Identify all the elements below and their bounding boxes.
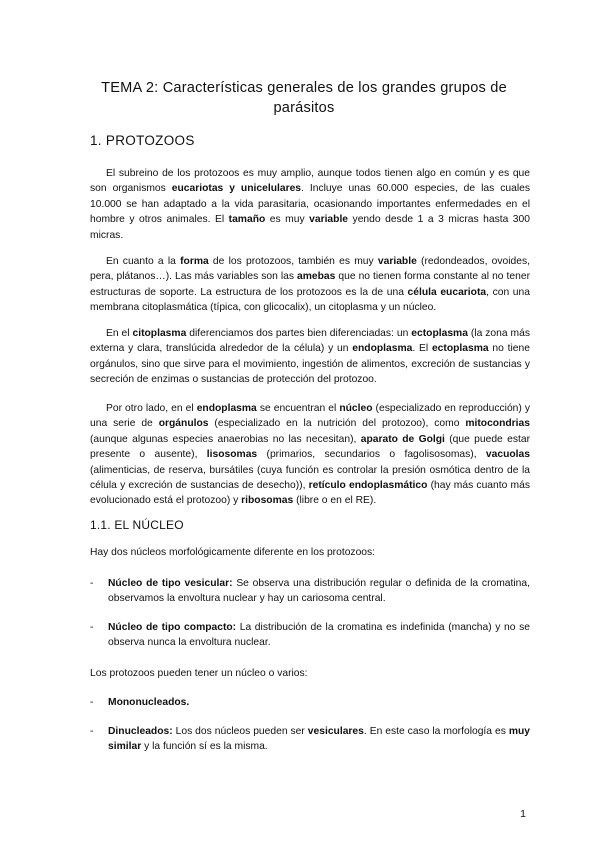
bold-run: vesiculares	[307, 726, 364, 737]
bold-run: célula eucariota	[407, 286, 487, 298]
text-run: Por otro lado, en el	[106, 403, 197, 414]
paragraph-2	[90, 254, 530, 316]
text-run: (especializado en la nutrición del protozoo), como	[208, 418, 466, 430]
text-run: Los dos núcleos pueden ser	[172, 726, 308, 737]
bold-run: mitocondrias	[465, 418, 530, 430]
text-run: (redondeados, ovoides, pera, plátanos…). Las más variables son las	[90, 256, 530, 283]
bold-run: Dinucleados:	[108, 726, 173, 737]
text-run: (la zona más externa y clara, translúcida alrededor de la célula) y un	[90, 328, 530, 355]
paragraph-6-text: Los protozoos pueden tener un núcleo o varios:	[90, 668, 308, 679]
list-dash: -	[90, 697, 94, 708]
text-run: se encuentran el	[256, 403, 340, 414]
text-run: que no tienen forma constante al no tener estructuras de soporte. La estructura de los protozoos es la de una	[90, 271, 530, 298]
paragraph-5-text: Hay dos núcleos morfológicamente diferente en los protozoos:	[90, 547, 376, 558]
text-run: . En este caso la morfología es	[363, 726, 509, 737]
bold-run: endoplasma	[196, 403, 257, 414]
paragraph-4	[90, 401, 530, 509]
text-run: es muy	[265, 214, 310, 226]
text-run: (especializado en reproducción) y una serie de	[90, 403, 531, 430]
bold-run: ectoplasma	[431, 343, 489, 355]
bold-run: amebas	[297, 271, 336, 283]
bold-run: retículo endoplasmático	[308, 480, 428, 492]
text-run: diferenciamos dos partes bien diferenciadas: un	[186, 328, 412, 339]
paragraph-6	[90, 666, 530, 681]
list-item	[90, 695, 530, 710]
text-run: , con una membrana citoplasmática (típica, con glicocalix), un citoplasma y un núcleo.	[90, 286, 530, 314]
bold-run: ectoplasma	[411, 328, 468, 339]
paragraph-5	[90, 545, 530, 560]
text-run: de los protozoos, también es muy	[208, 256, 378, 267]
text-run: yendo desde 1 a 3 micras hasta 300 micras.	[90, 214, 530, 241]
bold-run: eucariotas y unicelulares	[171, 183, 302, 195]
list-dash: -	[90, 578, 94, 589]
text-run: Se observa una distribución regular o definida de la cromatina, observamos la envoltura nuclear y hay un cariosoma central.	[108, 578, 530, 605]
text-run: (libre o en el RE).	[293, 495, 377, 507]
title-line-1: TEMA 2: Características generales de los grandes grupos de	[101, 80, 507, 96]
list-item	[90, 620, 530, 651]
text-run: En cuanto a la	[106, 256, 181, 267]
bold-run: orgánulos	[158, 418, 209, 430]
text-run: (aunque algunas especies anaerobias no las necesitan),	[90, 433, 361, 445]
list-dash: -	[90, 622, 94, 633]
page-number: 1	[520, 808, 526, 820]
title-line-2: parásitos	[273, 100, 335, 116]
bold-run: Núcleo de tipo vesicular:	[108, 578, 233, 589]
bold-run: tamaño	[228, 214, 266, 226]
bold-run: forma	[180, 256, 209, 267]
text-run: (alimenticias, de reserva, bursátiles (cuya función es controlar la presión osmótica dentro de la célula y excreción de sustancias de desecho)),	[90, 464, 530, 492]
paragraph-1	[90, 166, 530, 243]
text-run: y la función sí es la misma.	[141, 741, 268, 753]
text-run: . Incluye unas 60.000 especies, de las cuales 10.000 se han adaptado a la vida parasitaria, ocasionando importantes enfermedades en el hombre y otros animales. El	[90, 183, 530, 226]
page-title	[60, 78, 548, 118]
text-run: (primarios, secundarios o fagolisosomas),	[257, 449, 486, 461]
section-heading-nucleo: 1.1. EL NÚCLEO	[90, 518, 184, 532]
bold-run: lisosomas	[206, 449, 258, 461]
text-run: El subreino de los protozoos es muy amplio, aunque todos tienen algo en común y es que son organismos	[90, 168, 530, 195]
text-run: La distribución de la cromatina es indefinida (mancha) y no se observa nunca la envoltura nuclear.	[108, 622, 530, 649]
paragraph-3	[90, 326, 530, 388]
bold-run: variable	[309, 214, 349, 226]
text-run: (que puede estar presente o ausente),	[90, 433, 530, 461]
bold-run: variable	[377, 256, 417, 267]
text-run: . El	[412, 343, 432, 355]
bold-run: ribosomas	[241, 495, 294, 507]
bold-run: vacuolas	[485, 449, 530, 461]
list-item	[90, 576, 530, 607]
text-run: En el	[106, 328, 133, 339]
bold-run: núcleo	[339, 403, 373, 414]
list-dash: -	[90, 726, 94, 737]
bold-run: aparato de Golgi	[360, 433, 445, 445]
bold-run: Mononucleados.	[108, 697, 190, 708]
list-item	[90, 724, 530, 755]
text-run: (hay más cuanto más evolucionado está el protozoo) y	[90, 480, 530, 507]
bold-run: citoplasma	[132, 328, 187, 339]
section-heading-protozoos: 1. PROTOZOOS	[90, 133, 195, 148]
bold-run: Núcleo de tipo compacto:	[108, 622, 237, 633]
text-run: no tiene orgánulos, sino que sirve para el movimiento, ingestión de alimentos, excreción de sustancias y secreción de enzimas o sustancias de protección del protozoo.	[90, 343, 530, 386]
bold-run: endoplasma	[352, 343, 413, 355]
bold-run: muy similar	[108, 726, 530, 753]
